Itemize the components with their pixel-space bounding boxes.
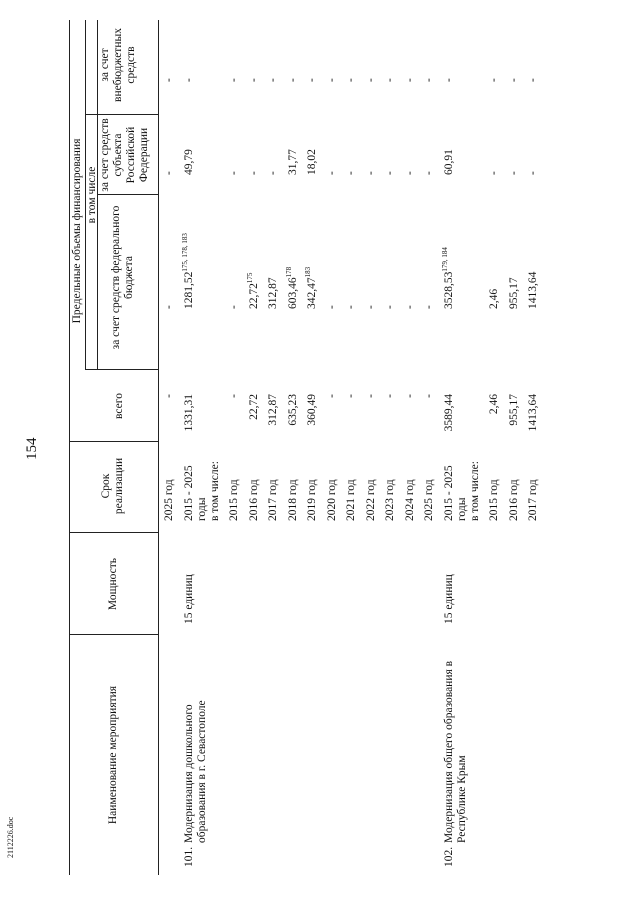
period-value: в том числе: — [208, 461, 221, 521]
footnote-ref: 179, 184 — [440, 247, 449, 272]
federal-amount: - — [384, 305, 396, 309]
header-including: в том числе — [86, 166, 98, 224]
total-value: 635,23 — [286, 394, 299, 426]
extra-value: - — [345, 78, 357, 82]
extra-value: - — [423, 78, 435, 82]
extra-value: - — [507, 78, 520, 82]
extra-value: - — [286, 78, 299, 82]
total-value: 22,72 — [247, 394, 260, 420]
subject-value: - — [247, 171, 260, 175]
header-funding-group: Предельные объемы финансирования — [71, 138, 83, 324]
total-value: 360,49 — [306, 394, 318, 426]
federal-value — [527, 272, 540, 309]
federal-value — [284, 266, 300, 309]
page-number: 154 — [24, 437, 40, 460]
federal-value — [326, 305, 339, 309]
federal-amount: 312,87 — [267, 277, 279, 309]
federal-value — [508, 277, 521, 309]
row-number: 101. — [182, 846, 195, 867]
header-name: Наименование мероприятия — [107, 685, 119, 825]
period-value: 2019 год — [306, 479, 318, 521]
period-value: 2015 - 2025 годы — [182, 465, 208, 521]
extra-value: - — [182, 78, 195, 82]
federal-amount: 1413,64 — [527, 271, 539, 309]
federal-value — [180, 233, 196, 309]
federal-value — [245, 272, 261, 309]
federal-value — [267, 277, 280, 309]
header-subject: за счет средств субъекта Российской Федерации — [99, 118, 150, 192]
federal-value — [384, 305, 397, 309]
subject-value: - — [403, 171, 416, 175]
federal-amount: - — [163, 305, 175, 309]
federal-amount: 603,46 — [286, 277, 299, 309]
total-value: - — [423, 394, 435, 398]
capacity-value: 15 единиц — [442, 574, 455, 624]
extra-value: - — [442, 78, 455, 82]
subject-value: - — [345, 171, 357, 175]
period-value: 2025 год — [163, 479, 175, 521]
extra-value: - — [267, 78, 279, 82]
total-value: - — [163, 394, 175, 398]
subject-value: - — [228, 171, 240, 175]
extra-value: - — [163, 78, 175, 82]
extra-value: - — [488, 78, 500, 82]
footnote-ref: 175 — [245, 272, 254, 284]
footnote-ref: 178 — [284, 266, 293, 278]
total-value: - — [345, 394, 357, 398]
period-value: 2016 год — [247, 479, 260, 521]
federal-value — [404, 305, 417, 309]
extra-value: - — [247, 78, 260, 82]
period-value: 2020 год — [325, 479, 338, 521]
row-number: 102. — [442, 846, 455, 867]
federal-amount: 342,47 — [306, 277, 318, 309]
extra-value: - — [384, 78, 396, 82]
subject-value: - — [325, 171, 338, 175]
federal-value — [228, 305, 241, 309]
federal-value — [306, 267, 319, 309]
federal-amount: - — [364, 305, 377, 309]
subject-value: - — [527, 171, 539, 175]
total-value: 2,46 — [488, 394, 500, 415]
subject-value: - — [384, 171, 396, 175]
federal-amount: 1281,52 — [182, 271, 195, 309]
total-value: 1413,64 — [527, 394, 539, 432]
subject-value: - — [163, 171, 175, 175]
header-federal: за счет средств федерального бюджета — [110, 205, 135, 350]
period-value: 2016 год — [507, 479, 520, 521]
federal-value — [440, 247, 456, 309]
period-value: 2022 год — [364, 479, 377, 521]
footnote-ref: 175, 178, 183 — [180, 233, 189, 272]
subject-value: - — [267, 171, 279, 175]
total-value: - — [384, 394, 396, 398]
measure-name: Модернизация общего образования в Республике Крым — [442, 660, 468, 843]
federal-value — [365, 305, 378, 309]
federal-amount: 3528,53 — [442, 271, 455, 309]
total-value: 3589,44 — [442, 394, 455, 432]
total-value: 312,87 — [267, 394, 279, 426]
extra-value: - — [527, 78, 539, 82]
period-value: 2015 год — [488, 479, 500, 521]
federal-value — [488, 289, 501, 309]
subject-value: 60,91 — [442, 149, 455, 175]
header-capacity: Мощность — [107, 557, 119, 611]
period-value: 2024 год — [403, 479, 416, 521]
subject-value: - — [423, 171, 435, 175]
table-top-border — [69, 20, 70, 875]
federal-amount: - — [325, 305, 338, 309]
subject-value: - — [364, 171, 377, 175]
total-value: - — [364, 394, 377, 398]
total-value: 955,17 — [507, 394, 520, 426]
period-value: 2017 год — [267, 479, 279, 521]
federal-value — [163, 305, 176, 309]
subject-value: - — [507, 171, 520, 175]
header-period: Срок реализации — [100, 457, 125, 515]
subject-value: 49,79 — [182, 149, 195, 175]
header-total: всего — [113, 393, 125, 419]
federal-value — [423, 305, 436, 309]
extra-value: - — [364, 78, 377, 82]
period-value: в том числе: — [468, 461, 481, 521]
extra-value: - — [325, 78, 338, 82]
file-reference: 2112226.doc — [6, 816, 15, 858]
federal-amount: - — [423, 305, 435, 309]
total-value: - — [403, 394, 416, 398]
extra-value: - — [306, 78, 318, 82]
federal-amount: - — [403, 305, 416, 309]
total-value: - — [325, 394, 338, 398]
extra-value: - — [403, 78, 416, 82]
period-value: 2023 год — [384, 479, 396, 521]
period-value: 2015 год — [228, 479, 240, 521]
subject-value: - — [488, 171, 500, 175]
period-value: 2025 год — [423, 479, 435, 521]
period-value: 2021 год — [345, 479, 357, 521]
header-bottom-border — [158, 20, 159, 875]
subject-value: 31,77 — [286, 149, 299, 175]
measure-name: Модернизация дошкольного образования в г. Севастополе — [182, 700, 208, 843]
federal-amount: 2,46 — [488, 288, 500, 309]
period-value: 2017 год — [527, 479, 539, 521]
total-value: 1331,31 — [182, 394, 195, 432]
period-value: 2015 - 2025 годы — [442, 465, 468, 521]
federal-amount: - — [345, 305, 357, 309]
capacity-value: 15 единиц — [182, 574, 195, 624]
footnote-ref: 183 — [304, 266, 313, 278]
header-extra: за счет внебюджетных средств — [99, 28, 137, 102]
subject-value: 18,02 — [306, 149, 318, 175]
federal-value — [345, 305, 358, 309]
period-value: 2018 год — [286, 479, 299, 521]
extra-value: - — [228, 78, 240, 82]
federal-amount: 955,17 — [507, 277, 520, 309]
total-value: - — [228, 394, 240, 398]
federal-amount: 22,72 — [247, 283, 260, 309]
federal-amount: - — [228, 305, 240, 309]
